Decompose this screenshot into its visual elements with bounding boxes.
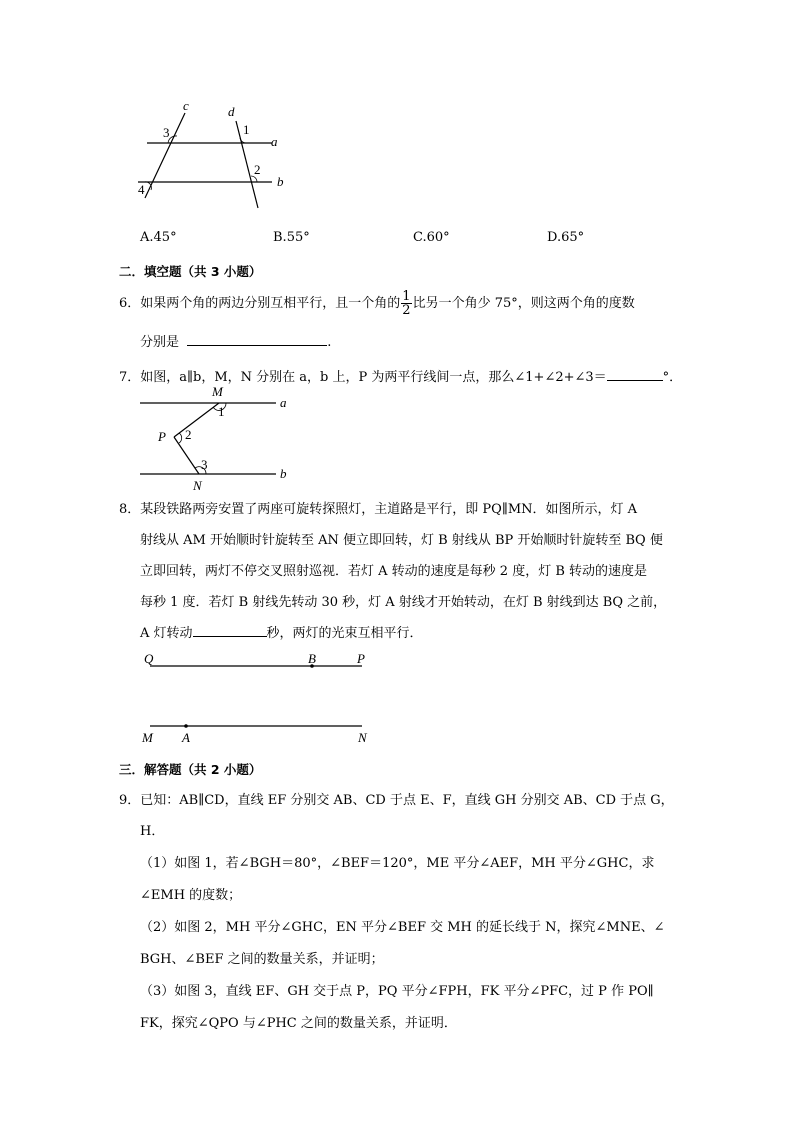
q9-part2-line1: （2）如图 2，MH 平分∠GHC，EN 平分∠BEF 交 MH 的延长线于 N，探究∠MNE、∠ (140, 920, 665, 935)
segment-mp (174, 403, 219, 437)
segment-pn (174, 437, 199, 474)
q8-line5: A 灯转动 秒，两灯的光束互相平行． (140, 622, 423, 641)
q9-part3-line1: （3）如图 3，直线 EF、GH 交于点 P，PQ 平分∠FPH，FK 平分∠PFC，过 P 作 PO∥ (140, 984, 654, 999)
q5-figure (130, 98, 300, 216)
point-a (184, 724, 188, 728)
label-1: 1 (243, 122, 250, 137)
q7-answer-blank[interactable] (607, 366, 663, 381)
label-3: 3 (163, 125, 170, 140)
q8-line3: 立即回转，两灯不停交叉照射巡视．若灯 A 转动的速度是每秒 2 度，灯 B 转动的速度是 (140, 564, 648, 579)
label-p: P (158, 429, 166, 444)
section-3-title: 三．解答题（共 2 小题） (119, 762, 262, 777)
q8-line2: 射线从 AM 开始顺时针旋转至 AN 便立即回转，灯 B 射线从 BP 开始顺时针旋转至 BQ 便 (140, 533, 663, 548)
label-1: 1 (218, 404, 225, 419)
q9-part1-line2: ∠EMH 的度数； (140, 888, 242, 903)
label-a: A (182, 730, 190, 745)
q9-line2: H． (140, 824, 165, 839)
label-n: N (358, 730, 367, 745)
label-d: d (228, 104, 235, 119)
label-m: M (142, 730, 153, 745)
q6-fraction: $\frac{1}{2}$ (402, 289, 411, 318)
q6-line2: 分别是 . (140, 331, 331, 350)
label-b: b (277, 174, 284, 189)
label-3: 3 (201, 457, 208, 472)
section-2-title: 二．填空题（共 3 小题） (119, 264, 262, 279)
q9-part1-line1: （1）如图 1，若∠BGH＝80°，∠BEF＝120°，ME 平分∠AEF，MH 平分∠GHC，求 (140, 856, 655, 871)
q8-line4: 每秒 1 度．若灯 B 射线先转动 30 秒，灯 A 射线才开始转动，在灯 B 射线到达 BQ 之前， (140, 595, 667, 610)
angle-2-arc (179, 433, 182, 443)
q9-part3-line2: FK，探究∠QPO 与∠PHC 之间的数量关系，并证明． (140, 1016, 457, 1031)
q8-figure (140, 646, 380, 746)
q7-figure (130, 384, 300, 496)
q8-answer-blank[interactable] (193, 622, 267, 637)
q6-answer-blank[interactable] (187, 331, 327, 346)
label-c: c (183, 98, 189, 113)
q6-line1: 6．如果两个角的两边分别互相平行，且一个角的 $\frac{1}{2}$ 比另一个角少 75°，则这两个角的度数 (119, 289, 635, 318)
q5-option-c: C.60° (413, 230, 450, 245)
q8-line1: 8．某段铁路两旁安置了两座可旋转探照灯，主道路是平行，即 PQ∥MN．如图所示，灯 A (119, 502, 638, 517)
label-p: P (357, 651, 365, 666)
label-a: a (271, 134, 278, 149)
label-b: B (308, 651, 316, 666)
q9-line1: 9．已知：AB∥CD，直线 EF 分别交 AB、CD 于点 E、F，直线 GH 分别交 AB、CD 于点 G， (119, 793, 674, 808)
q5-option-a: A.45° (140, 230, 177, 245)
label-2: 2 (185, 427, 192, 442)
label-4: 4 (138, 182, 145, 197)
label-a: a (280, 395, 287, 410)
q7-line: 7．如图，a∥b，M，N 分别在 a，b 上，P 为两平行线间一点，那么∠1+∠2+∠3＝ °． (119, 366, 682, 385)
label-q: Q (144, 651, 154, 666)
label-m: M (212, 384, 223, 399)
q5-option-b: B.55° (273, 230, 310, 245)
label-b: b (280, 466, 287, 481)
label-2: 2 (254, 162, 261, 177)
q5-option-d: D.65° (547, 230, 585, 245)
label-n: N (193, 478, 202, 493)
q9-part2-line2: BGH、∠BEF 之间的数量关系，并证明； (140, 952, 384, 967)
